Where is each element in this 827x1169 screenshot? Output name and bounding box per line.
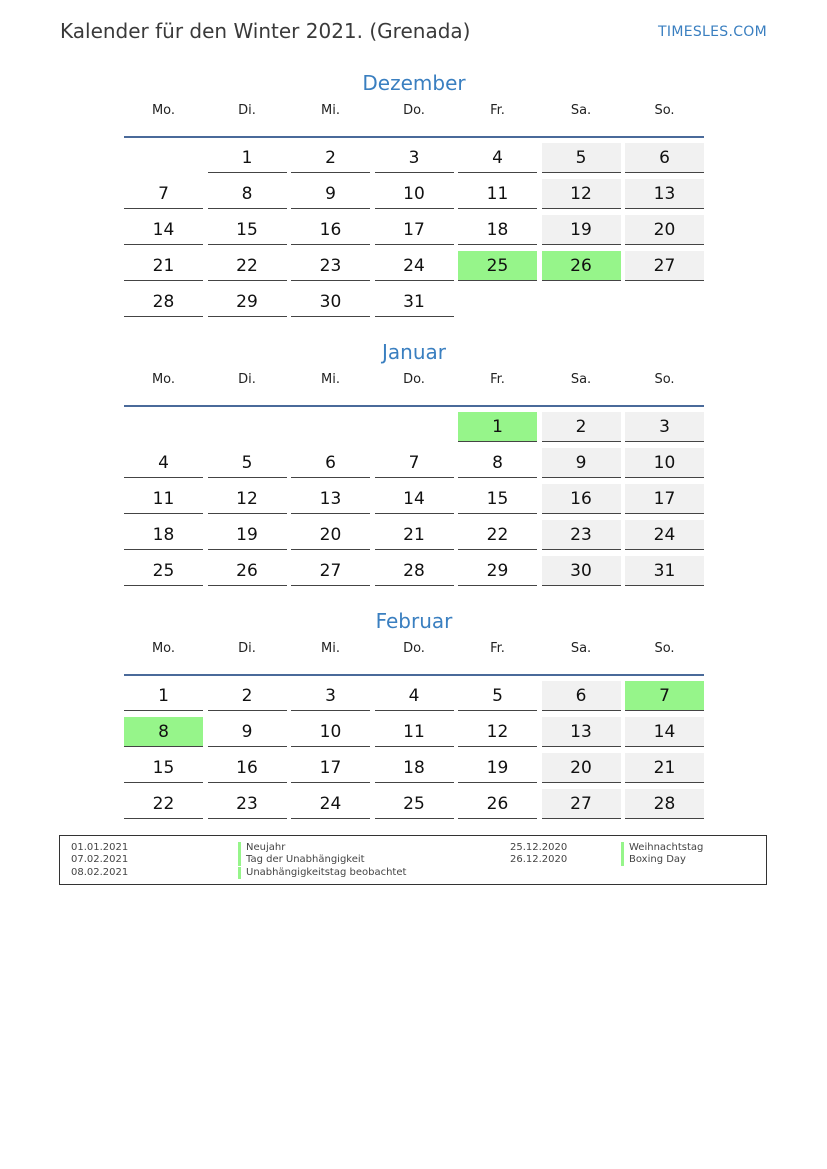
day-cell[interactable]: 14 — [124, 215, 203, 245]
month-block — [124, 607, 704, 814]
weekday-label: Fr. — [490, 372, 505, 387]
day-cell[interactable]: 28 — [625, 789, 704, 819]
day-cell[interactable]: 3 — [625, 412, 704, 442]
day-cell[interactable]: 27 — [291, 556, 370, 586]
day-cell[interactable]: 26 — [208, 556, 287, 586]
day-cell[interactable]: 27 — [542, 789, 621, 819]
day-cell[interactable]: 2 — [542, 412, 621, 442]
day-cell[interactable]: 7 — [375, 448, 454, 478]
day-cell[interactable]: 4 — [375, 681, 454, 711]
day-cell[interactable]: 25 — [124, 556, 203, 586]
day-cell[interactable]: 25 — [458, 251, 537, 281]
day-cell[interactable]: 20 — [625, 215, 704, 245]
day-cell[interactable]: 13 — [542, 717, 621, 747]
day-cell[interactable]: 11 — [375, 717, 454, 747]
day-cell[interactable]: 23 — [542, 520, 621, 550]
day-cell[interactable]: 28 — [124, 287, 203, 317]
day-cell[interactable]: 14 — [375, 484, 454, 514]
header-divider — [124, 136, 704, 138]
day-cell[interactable]: 24 — [375, 251, 454, 281]
weekday-label: Di. — [238, 103, 256, 118]
day-cell[interactable]: 3 — [291, 681, 370, 711]
day-cell[interactable]: 11 — [458, 179, 537, 209]
legend-date: 25.12.2020 — [510, 842, 568, 853]
day-cell[interactable]: 1 — [124, 681, 203, 711]
day-cell[interactable]: 7 — [124, 179, 203, 209]
day-cell[interactable]: 27 — [625, 251, 704, 281]
day-cell[interactable]: 14 — [625, 717, 704, 747]
weekday-header — [124, 97, 704, 139]
day-cell[interactable]: 23 — [291, 251, 370, 281]
day-cell[interactable]: 11 — [124, 484, 203, 514]
day-cell[interactable]: 16 — [291, 215, 370, 245]
month-block — [124, 338, 704, 581]
day-cell[interactable]: 17 — [291, 753, 370, 783]
day-cell[interactable]: 10 — [375, 179, 454, 209]
day-cell[interactable]: 13 — [291, 484, 370, 514]
day-cell[interactable]: 13 — [625, 179, 704, 209]
day-cell[interactable]: 9 — [542, 448, 621, 478]
legend-name: Tag der Unabhängigkeit — [238, 854, 365, 865]
day-cell[interactable]: 21 — [625, 753, 704, 783]
day-cell[interactable]: 28 — [375, 556, 454, 586]
day-cell[interactable]: 19 — [458, 753, 537, 783]
day-cell[interactable]: 23 — [208, 789, 287, 819]
legend-date: 07.02.2021 — [71, 854, 129, 865]
legend-date: 26.12.2020 — [510, 854, 568, 865]
day-cell[interactable]: 24 — [291, 789, 370, 819]
weekday-label: Mo. — [151, 641, 176, 656]
weekday-label: Di. — [238, 641, 256, 656]
day-cell[interactable]: 25 — [375, 789, 454, 819]
day-cell[interactable]: 10 — [291, 717, 370, 747]
day-cell[interactable]: 26 — [458, 789, 537, 819]
day-cell[interactable]: 8 — [458, 448, 537, 478]
day-cell[interactable]: 12 — [542, 179, 621, 209]
day-cell[interactable]: 1 — [458, 412, 537, 442]
day-cell[interactable]: 15 — [458, 484, 537, 514]
month-block — [124, 69, 704, 312]
weekday-label: Sa. — [570, 641, 592, 656]
day-cell[interactable]: 8 — [208, 179, 287, 209]
brand-logo[interactable]: TIMESLES.COM — [658, 24, 767, 40]
holiday-legend — [59, 835, 767, 885]
header-divider — [124, 405, 704, 407]
day-cell[interactable]: 7 — [625, 681, 704, 711]
legend-name: Weihnachtstag — [621, 842, 703, 853]
day-cell[interactable]: 12 — [208, 484, 287, 514]
legend-name: Neujahr — [238, 842, 285, 853]
day-cell[interactable]: 2 — [208, 681, 287, 711]
day-cell[interactable]: 31 — [625, 556, 704, 586]
day-cell[interactable]: 9 — [291, 179, 370, 209]
day-cell[interactable]: 29 — [208, 287, 287, 317]
weekday-label: Mo. — [151, 372, 176, 387]
day-cell[interactable]: 8 — [124, 717, 203, 747]
weekday-label: Fr. — [490, 641, 505, 656]
day-cell[interactable]: 29 — [458, 556, 537, 586]
day-cell[interactable]: 31 — [375, 287, 454, 317]
day-cell[interactable]: 6 — [291, 448, 370, 478]
weekday-label: So. — [654, 372, 675, 387]
weekday-label: Do. — [403, 103, 425, 118]
day-cell[interactable]: 21 — [124, 251, 203, 281]
day-cell[interactable]: 4 — [124, 448, 203, 478]
day-cell[interactable]: 6 — [542, 681, 621, 711]
day-cell[interactable]: 3 — [375, 143, 454, 173]
day-cell[interactable]: 22 — [208, 251, 287, 281]
day-cell[interactable]: 26 — [542, 251, 621, 281]
day-cell[interactable]: 16 — [542, 484, 621, 514]
day-cell[interactable]: 5 — [542, 143, 621, 173]
day-cell[interactable]: 18 — [124, 520, 203, 550]
weekday-label: So. — [654, 103, 675, 118]
day-cell[interactable]: 24 — [625, 520, 704, 550]
day-cell[interactable]: 19 — [542, 215, 621, 245]
day-cell[interactable]: 2 — [291, 143, 370, 173]
weekday-label: Di. — [238, 372, 256, 387]
weekday-label: Fr. — [490, 103, 505, 118]
day-cell[interactable]: 22 — [124, 789, 203, 819]
legend-date: 08.02.2021 — [71, 867, 129, 878]
weekday-label: So. — [654, 641, 675, 656]
day-cell[interactable]: 4 — [458, 143, 537, 173]
day-cell[interactable]: 15 — [124, 753, 203, 783]
day-cell[interactable]: 21 — [375, 520, 454, 550]
legend-date: 01.01.2021 — [71, 842, 129, 853]
weekday-label: Mo. — [151, 103, 176, 118]
day-cell[interactable]: 19 — [208, 520, 287, 550]
day-cell[interactable]: 12 — [458, 717, 537, 747]
day-cell[interactable]: 17 — [625, 484, 704, 514]
day-cell[interactable]: 30 — [542, 556, 621, 586]
weekday-label: Sa. — [570, 103, 592, 118]
day-cell[interactable]: 5 — [458, 681, 537, 711]
day-cell[interactable]: 18 — [375, 753, 454, 783]
month-title: Februar — [375, 609, 453, 633]
weekday-header — [124, 366, 704, 408]
day-cell[interactable]: 5 — [208, 448, 287, 478]
day-cell[interactable]: 17 — [375, 215, 454, 245]
month-title: Januar — [382, 340, 446, 364]
header-divider — [124, 674, 704, 676]
day-cell[interactable]: 15 — [208, 215, 287, 245]
weekday-label: Do. — [403, 372, 425, 387]
day-cell[interactable]: 30 — [291, 287, 370, 317]
weekday-label: Mi. — [321, 103, 340, 118]
month-title: Dezember — [362, 71, 466, 95]
day-cell[interactable]: 10 — [625, 448, 704, 478]
page-title: Kalender für den Winter 2021. (Grenada) — [60, 19, 471, 43]
day-cell[interactable]: 18 — [458, 215, 537, 245]
weekday-label: Do. — [403, 641, 425, 656]
weekday-header — [124, 635, 704, 677]
legend-name: Boxing Day — [621, 854, 686, 865]
legend-name: Unabhängigkeitstag beobachtet — [238, 867, 406, 878]
weekday-label: Mi. — [321, 641, 340, 656]
weekday-label: Sa. — [570, 372, 592, 387]
day-cell[interactable]: 16 — [208, 753, 287, 783]
day-cell[interactable]: 9 — [208, 717, 287, 747]
day-cell[interactable]: 20 — [291, 520, 370, 550]
day-cell[interactable]: 22 — [458, 520, 537, 550]
weekday-label: Mi. — [321, 372, 340, 387]
day-cell[interactable]: 6 — [625, 143, 704, 173]
day-cell[interactable]: 20 — [542, 753, 621, 783]
day-cell[interactable]: 1 — [208, 143, 287, 173]
